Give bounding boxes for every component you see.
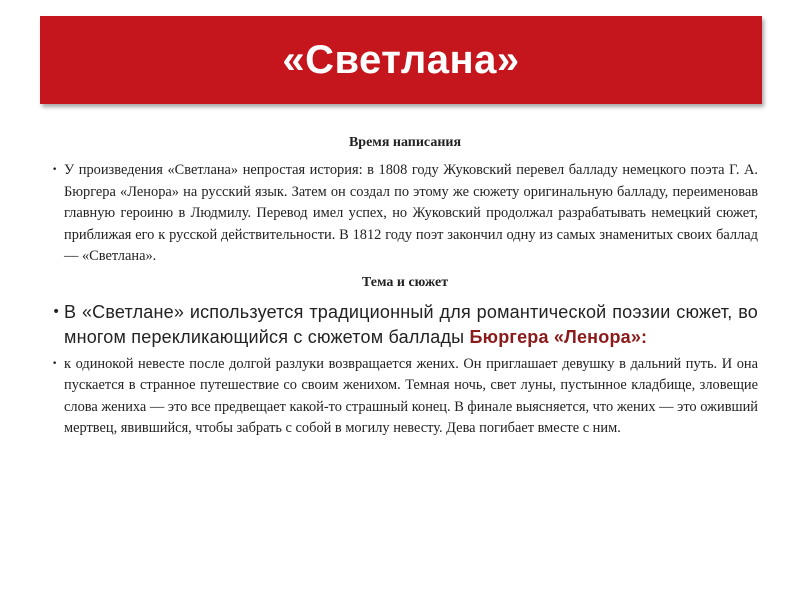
bullet-dot-icon: • [52,303,61,320]
paragraph-plot-lead-text: В «Светлане» используется традиционный для романтической поэзии сюжет, во многом перекликающийся с сюжетом баллады [64,301,758,347]
section-heading-theme-plot: Тема и сюжет [361,274,449,290]
bullet-dot-icon: • [52,358,58,369]
paragraph-history-text: У произведения «Светлана» непростая история: в 1808 году Жуковский перевел балладу немецкого поэта Г. А. Бюргера «Ленора» на русский язык. Затем он создал по этому же сюжету оригинальную балладу, переименовав главную героиню в Людмилу. Перевод имел успех, но Жуковский продолжал разрабатывать немецкий сюжет, приближая его к русской действительности. В 1812 году поэт закончил одну из самых знаменитых своих баллад — «Светлана». [64,162,758,264]
section-heading-writing-time: Время написания [348,135,462,150]
paragraph-plot-detail-text: к одинокой невесте после долгой разлуки возвращается жених. Он приглашает девушку в дальний путь. И она пускается в странное путешествие со своим женихом. Темная ночь, свет луны, пустынное кладбище, зловещие слова жениха — это все предвещает какой-то страшный конец. В финале выясняется, что жених — это оживший мертвец, явившийся, чтобы забрать с собой в могилу невесту. Дева погибает вместе с ним. [64,355,758,436]
slide-title: «Светлана» [282,37,520,82]
title-bar [40,16,762,104]
paragraph-plot-lead [52,300,758,350]
slide-content [52,134,758,440]
bullet-dot-icon: • [52,165,58,175]
paragraph-plot-detail [52,354,758,440]
paragraph-history [52,160,758,268]
paragraph-plot-lead-accent: Бюргера «Ленора»: [469,326,648,347]
